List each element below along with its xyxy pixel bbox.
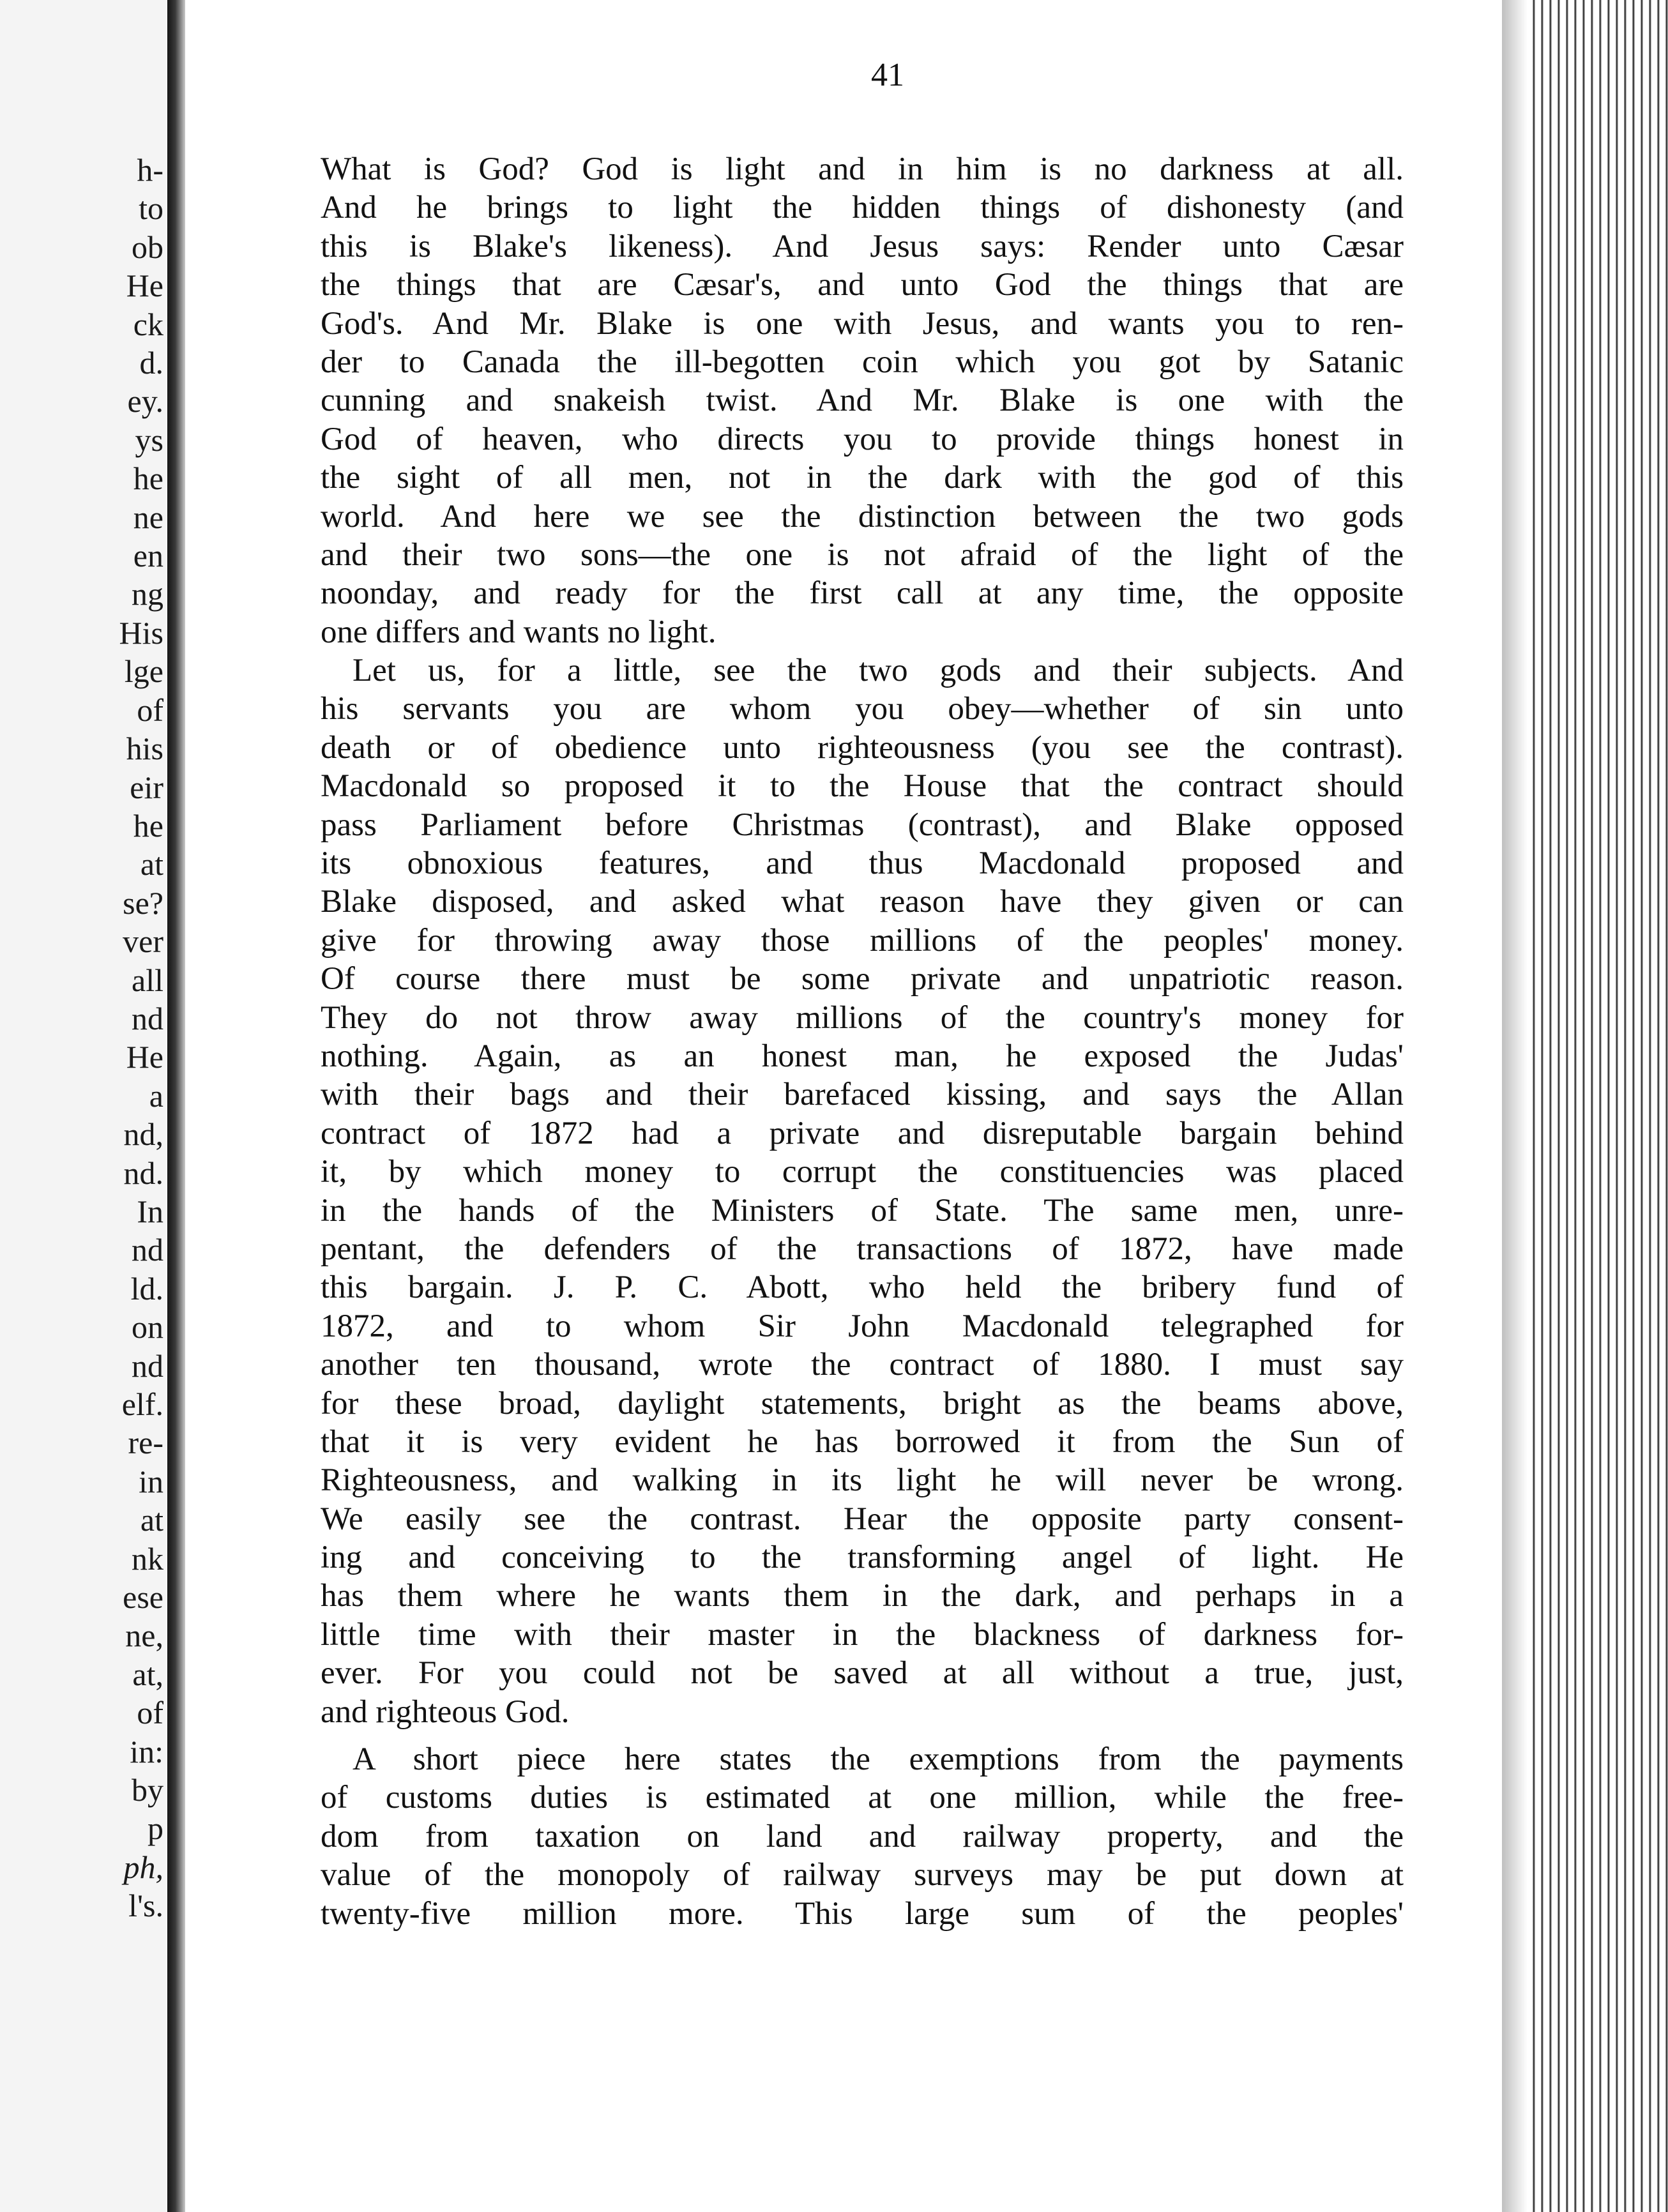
text-line: nothing. Again, as an honest man, he exposed the Judas' [321, 1038, 1404, 1074]
left-fragment: nk [132, 1540, 163, 1577]
left-fragment: in [139, 1463, 163, 1499]
text-line: value of the monopoly of railway surveys may be put down at [321, 1857, 1404, 1893]
left-fragment: ese [123, 1579, 163, 1616]
left-fragment: in: [130, 1733, 163, 1769]
page-body-text [321, 150, 1404, 1933]
left-fragment: ne, [125, 1617, 163, 1654]
text-line: this bargain. J. P. C. Abott, who held the bribery fund of [321, 1269, 1404, 1306]
left-fragment: l's. [128, 1888, 163, 1924]
left-fragment: h- [137, 152, 163, 188]
text-line: of customs duties is estimated at one million, while the free- [321, 1780, 1404, 1816]
text-line: has them where he wants them in the dark, and perhaps in a [321, 1578, 1404, 1614]
left-fragment: a [149, 1077, 163, 1114]
left-fragment: lge [124, 653, 163, 690]
text-line: And he brings to light the hidden things of dishonesty (and [321, 190, 1404, 226]
left-fragment: ld. [130, 1270, 163, 1307]
text-line: for these broad, daylight statements, bright as the beams above, [321, 1385, 1404, 1421]
left-fragment: His [119, 614, 163, 651]
text-line: Of course there must be some private and unpatriotic reason. [321, 961, 1404, 997]
left-fragment: ng [132, 576, 163, 612]
left-fragment: of [137, 692, 163, 728]
text-line: another ten thousand, wrote the contract of 1880. I must say [321, 1347, 1404, 1383]
text-line: in the hands of the Ministers of State. The same men, unre- [321, 1192, 1404, 1229]
text-line: der to Canada the ill-begotten coin which you got by Satanic [321, 344, 1404, 380]
left-fragment: se? [123, 884, 163, 921]
page-edge-shadow [1502, 0, 1528, 2212]
text-line: dom from taxation on land and railway property, and the [321, 1818, 1404, 1854]
text-line: his servants you are whom you obey—whether of sin unto [321, 691, 1404, 727]
text-line: death or of obedience unto righteousness (you see the contrast). [321, 729, 1404, 766]
left-fragment: ne [133, 499, 163, 535]
left-fragment: nd, [123, 1116, 163, 1153]
left-fragment: by [132, 1772, 163, 1808]
text-line: with their bags and their barefaced kissing, and says the Allan [321, 1077, 1404, 1113]
text-line: give for throwing away those millions of the peoples' money. [321, 922, 1404, 958]
text-line: ever. For you could not be saved at all without a true, just, [321, 1655, 1404, 1692]
left-fragment: ck [133, 306, 163, 342]
left-fragment: en [133, 538, 163, 574]
text-line: this is Blake's likeness). And Jesus says: Render unto Cæsar [321, 228, 1404, 264]
left-fragment: ph, [123, 1849, 163, 1885]
text-line: little time with their master in the blackness of darkness for- [321, 1616, 1404, 1653]
left-fragment: In [137, 1193, 163, 1229]
text-line: and righteous God. [321, 1693, 570, 1730]
left-fragment: re- [128, 1425, 163, 1461]
text-line: ing and conceiving to the transforming angel of light. He [321, 1540, 1404, 1576]
left-fragment: ys [135, 421, 163, 458]
text-line: twenty-five million more. This large sum of the peoples' [321, 1895, 1404, 1932]
text-line: pentant, the defenders of the transactions of 1872, have made [321, 1231, 1404, 1267]
left-fragment: at [140, 1502, 163, 1538]
left-fragment: He [126, 268, 163, 304]
text-line: Let us, for a little, see the two gods and their subjects. And [353, 653, 1404, 689]
left-fragment: eir [130, 769, 163, 805]
text-line: What is God? God is light and in him is no darkness at all. [321, 151, 1404, 187]
text-line: contract of 1872 had a private and disreputable bargain behind [321, 1115, 1404, 1151]
book-gutter [167, 0, 185, 2212]
left-fragment: of [137, 1695, 163, 1731]
text-line: world. And here we see the distinction between the two gods [321, 498, 1404, 534]
left-fragment: He [126, 1039, 163, 1075]
left-fragment: ey. [127, 383, 163, 420]
left-fragment: all [132, 962, 163, 998]
text-line: noonday, and ready for the first call at any time, the opposite [321, 575, 1404, 612]
text-line: God's. And Mr. Blake is one with Jesus, and wants you to ren- [321, 305, 1404, 342]
text-line: the sight of all men, not in the dark with the god of this [321, 460, 1404, 496]
left-fragment: d. [139, 345, 163, 381]
text-line: Righteousness, and walking in its light he will never be wrong. [321, 1462, 1404, 1499]
text-line: that it is very evident he has borrowed it from the Sun of [321, 1423, 1404, 1460]
text-line: 1872, and to whom Sir John Macdonald telegraphed for [321, 1308, 1404, 1344]
left-page-text-fragments [10, 151, 163, 1925]
text-line: Macdonald so proposed it to the House that the contract should [321, 768, 1404, 805]
text-line: cunning and snakeish twist. And Mr. Blake is one with the [321, 383, 1404, 419]
left-fragment: his [126, 731, 163, 767]
left-fragment: elf. [121, 1386, 163, 1422]
left-fragment: he [133, 807, 163, 844]
paragraph-gap [321, 1731, 1404, 1740]
left-fragment: nd [132, 1232, 163, 1268]
left-fragment: at [140, 846, 163, 883]
text-line: A short piece here states the exemptions from the payments [353, 1741, 1404, 1778]
left-fragment: nd [132, 1000, 163, 1036]
left-fragment: nd [132, 1347, 163, 1384]
left-fragment: p [148, 1810, 163, 1847]
text-line: and their two sons—the one is not afraid of the light of the [321, 536, 1404, 573]
text-line: They do not throw away millions of the country's money for [321, 999, 1404, 1036]
text-line: the things that are Cæsar's, and unto God the things that are [321, 267, 1404, 303]
left-fragment: nd. [123, 1155, 163, 1191]
left-fragment: on [132, 1309, 163, 1345]
left-fragment: to [139, 190, 163, 227]
text-line: pass Parliament before Christmas (contrast), and Blake opposed [321, 807, 1404, 843]
text-line: its obnoxious features, and thus Macdonald proposed and [321, 845, 1404, 882]
text-line: God of heaven, who directs you to provide things honest in [321, 421, 1404, 457]
left-fragment: at, [132, 1656, 163, 1692]
text-line: it, by which money to corrupt the constituencies was placed [321, 1154, 1404, 1190]
left-fragment: ver [123, 923, 163, 960]
text-line: Blake disposed, and asked what reason have they given or can [321, 884, 1404, 920]
page-number: 41 [871, 57, 904, 93]
text-line: We easily see the contrast. Hear the opposite party consent- [321, 1501, 1404, 1537]
left-facing-page [0, 0, 167, 2212]
book-page [185, 0, 1502, 2212]
left-fragment: he [133, 460, 163, 497]
left-fragment: ob [132, 229, 163, 265]
text-line: one differs and wants no light. [321, 614, 716, 650]
